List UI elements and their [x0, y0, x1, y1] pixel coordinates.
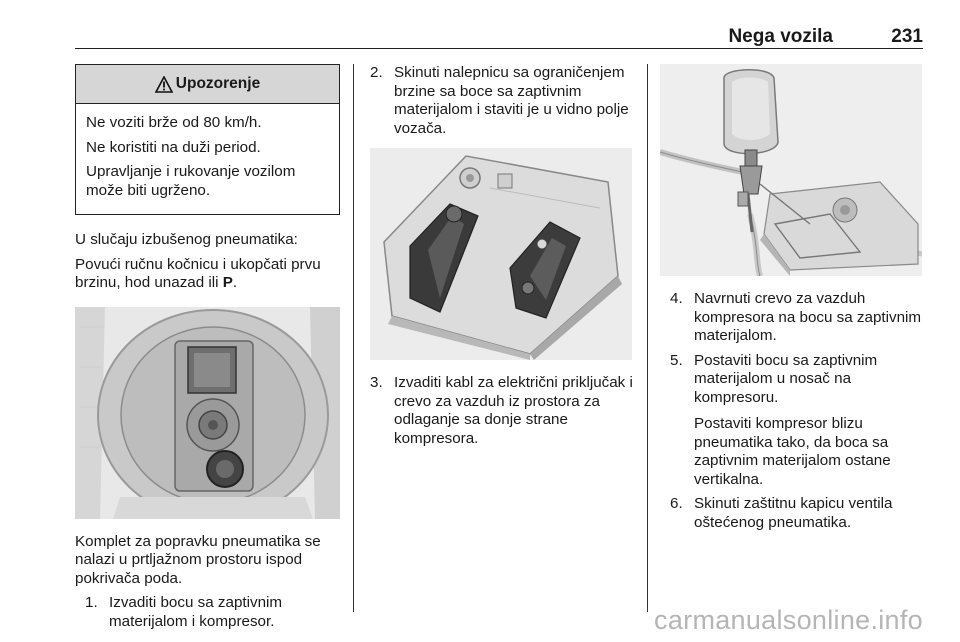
page-header — [75, 22, 923, 49]
warning-line: Upravljanje i rukovanje vozilom može biti ugrženo. — [86, 163, 296, 199]
steps-list — [370, 374, 636, 448]
list-item: 4. Navrnuti crevo za vazduh kompresora na bocu sa zaptivnim materijalom. — [670, 290, 922, 344]
list-item: 6. Skinuti zaštitnu kapicu ventila oštećenog pneumatika. — [670, 495, 893, 531]
section-title: Nega vozila — [728, 26, 833, 47]
list-item: 5. Postaviti bocu sa zaptivnim materijalom u nosač na kompresoru. Postaviti kompresor blizu pneumatika tako, da boca sa zaptivnim materijalom ostane vertikalna. — [670, 352, 926, 490]
compressor-with-bottle-image — [660, 64, 922, 276]
compressor-box-image — [370, 148, 632, 360]
list-item: 3. Izvaditi kabl za električni priključak i crevo za vazduh iz prostora za odlaganje sa donje strane kompresora. — [370, 374, 633, 447]
brake-text: Povući ručnu kočnicu i ukopčati prvu brzinu, hod unazad ili P. — [75, 255, 321, 291]
watermark: carmanualsonline.info — [654, 605, 923, 635]
steps-list — [370, 64, 636, 138]
warning-body — [76, 104, 339, 214]
warning-triangle-icon — [155, 76, 173, 93]
column-divider — [647, 64, 648, 612]
steps-list — [670, 290, 926, 532]
column-left — [75, 64, 340, 631]
steps-list — [85, 594, 340, 631]
list-item-extra: Postaviti kompresor blizu pneumatika tako, da boca sa zaptivnim materijalom ostane vertikalna. — [694, 415, 891, 488]
warning-line: Ne voziti brže od 80 km/h. — [86, 114, 262, 131]
list-item: 1. Izvaditi bocu sa zaptivnim materijalom i kompresor. — [85, 594, 283, 630]
column-middle — [370, 64, 636, 448]
warning-line: Ne koristiti na duži period. — [86, 138, 261, 156]
list-item: 2. Skinuti nalepnicu sa ograničenjem brzine sa boce sa zaptivnim materijalom i staviti je u vidno polje vozača. — [370, 64, 629, 137]
trunk-spare-wheel-image — [75, 307, 340, 519]
column-right — [664, 64, 926, 532]
column-divider — [353, 64, 354, 612]
page-number: 231 — [891, 26, 923, 47]
warning-box — [75, 64, 340, 215]
gear-key: P — [222, 274, 233, 291]
kit-location-text: Komplet za popravku pneumatika se nalazi u prtljažnom prostoru ispod pokrivača poda. — [75, 532, 321, 587]
warning-title: Upozorenje — [175, 74, 261, 92]
warning-header — [76, 65, 339, 104]
intro-text: U slučaju izbušenog pneumatika: — [75, 231, 298, 248]
